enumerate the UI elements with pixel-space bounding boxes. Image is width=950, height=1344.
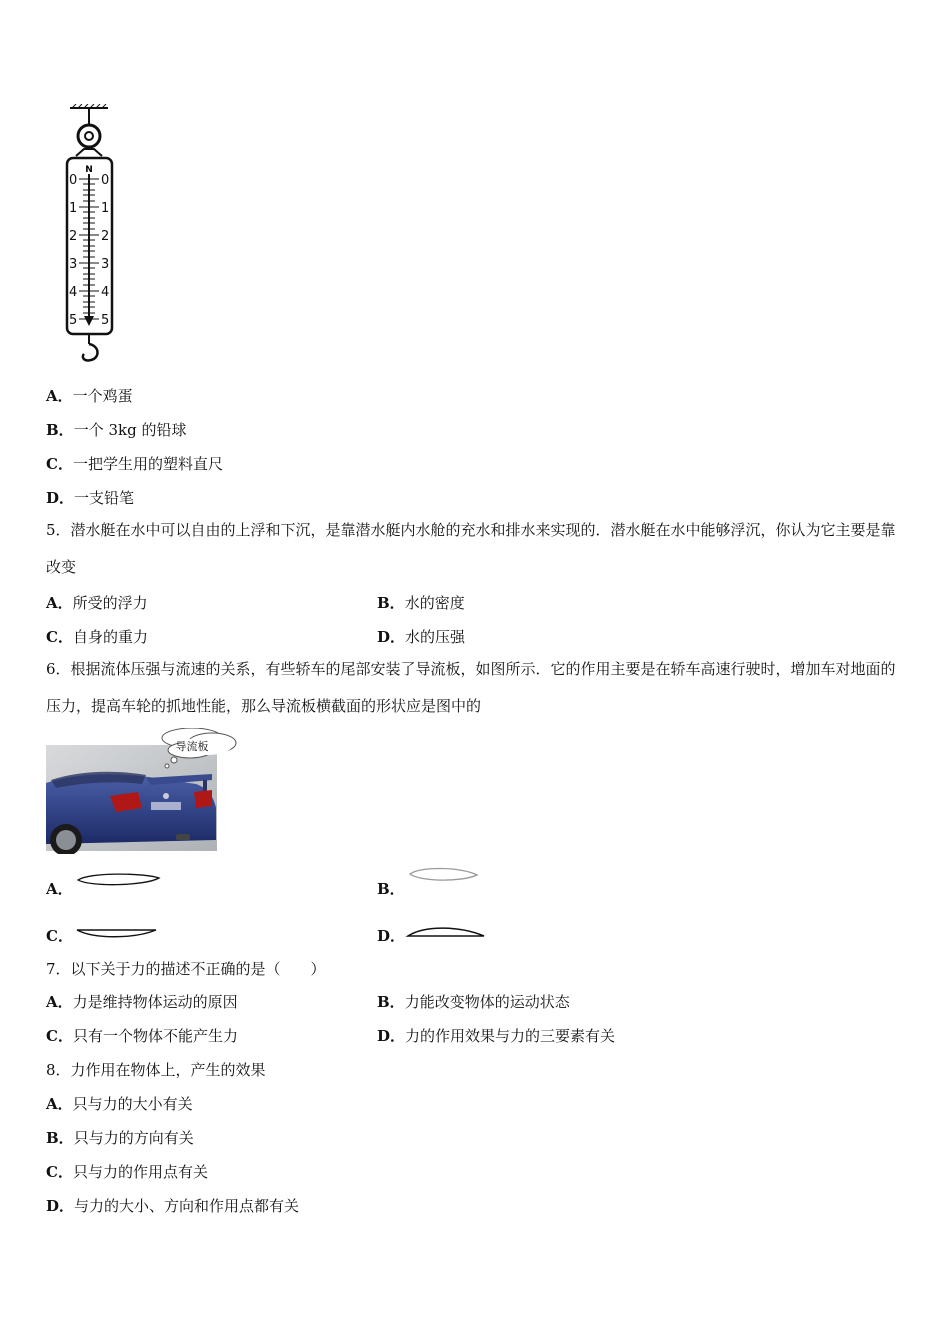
scale-tick-right-3: 3 [101,257,110,272]
option-label: A． [46,880,73,898]
option-text: 一个 3kg 的铅球 [73,421,187,439]
scale-tick-left-1: 1 [69,201,78,216]
q6-option-a [46,878,73,899]
option-label: B． [377,594,405,612]
q5-stem: 5．潜水艇在水中可以自由的上浮和下沉，是靠潜水艇内水舱的充水和排水来实现的．潜水艇在水中能够浮沉，你认为它主要是靠改变 [46,521,896,576]
q8-option-d [46,1195,299,1216]
scale-tick-right-0: 0 [101,173,110,188]
q5-option-d [377,626,465,647]
option-label: A． [46,993,73,1011]
option-label: B． [46,1129,74,1147]
option-label: D． [377,628,406,646]
option-label: B． [377,993,405,1011]
option-label: A． [46,387,73,405]
q7-option-a [46,991,238,1012]
option-label: C． [46,455,73,473]
airfoil-shape-b [407,864,482,886]
option-label: C． [46,1163,73,1181]
q7-option-c [46,1025,238,1046]
scale-tick-left-2: 2 [69,229,78,244]
q8-option-a [46,1093,193,1114]
option-label: D． [46,489,75,507]
option-text: 只与力的作用点有关 [72,1163,208,1181]
scale-tick-right-1: 1 [101,201,110,216]
q6-option-b [377,878,405,899]
option-label: B． [46,421,74,439]
q6-stem: 6．根据流体压强与流速的关系，有些轿车的尾部安装了导流板，如图所示．它的作用主要是在轿车高速行驶时，增加车对地面的压力，提高车轮的抓地性能，那么导流板横截面的形状应是图中的 [46,660,896,715]
option-text: 只与力的方向有关 [73,1129,194,1147]
spring-scale-figure [62,104,122,366]
option-text: 水的压强 [405,628,466,646]
option-text: 一支铅笔 [74,489,135,507]
q7-stem: 7．以下关于力的描述不正确的是（ ） [46,960,326,978]
q7-option-d [377,1025,615,1046]
q5-option-c [46,626,148,647]
scale-tick-right-5: 5 [101,313,110,328]
scale-tick-left-3: 3 [69,257,78,272]
scale-tick-left-4: 4 [69,285,78,300]
q5-option-a [46,592,148,613]
airfoil-shape-a [75,870,165,890]
q4-option-d [46,487,134,508]
option-text: 一个鸡蛋 [72,387,133,405]
scale-tick-right-4: 4 [101,285,110,300]
scale-tick-right-2: 2 [101,229,110,244]
option-text: 力能改变物体的运动状态 [404,993,570,1011]
q8-stem: 8．力作用在物体上，产生的效果 [46,1061,266,1079]
option-text: 力是维持物体运动的原因 [72,993,238,1011]
q8-option-b [46,1127,194,1148]
q5-option-b [377,592,465,613]
option-label: B． [377,880,405,898]
option-label: C． [46,628,73,646]
q7-option-b [377,991,570,1012]
option-text: 只与力的大小有关 [72,1095,193,1113]
spoiler-callout-label: 导流板 [175,740,209,753]
option-label: A． [46,594,73,612]
option-text: 自身的重力 [72,628,148,646]
option-text: 与力的大小、方向和作用点都有关 [74,1197,300,1215]
q8-option-c [46,1161,208,1182]
option-label: A． [46,1095,73,1113]
car-spoiler-photo [46,728,246,854]
scale-unit: N [85,165,93,175]
q4-option-a [46,385,133,406]
q6-option-d [377,925,405,946]
q4-option-b [46,419,186,440]
option-label: D． [377,1027,406,1045]
option-label: D． [377,927,406,945]
option-text: 所受的浮力 [72,594,148,612]
scale-tick-left-5: 5 [69,313,78,328]
option-label: D． [46,1197,75,1215]
option-text: 一把学生用的塑料直尺 [72,455,223,473]
option-label: C． [46,927,73,945]
option-text: 水的密度 [404,594,465,612]
option-text: 力的作用效果与力的三要素有关 [405,1027,616,1045]
airfoil-shape-c [74,925,160,941]
scale-tick-left-0: 0 [69,173,78,188]
option-text: 只有一个物体不能产生力 [72,1027,238,1045]
q4-option-c [46,453,223,474]
q6-option-c [46,925,73,946]
airfoil-shape-d [405,924,487,942]
option-label: C． [46,1027,73,1045]
